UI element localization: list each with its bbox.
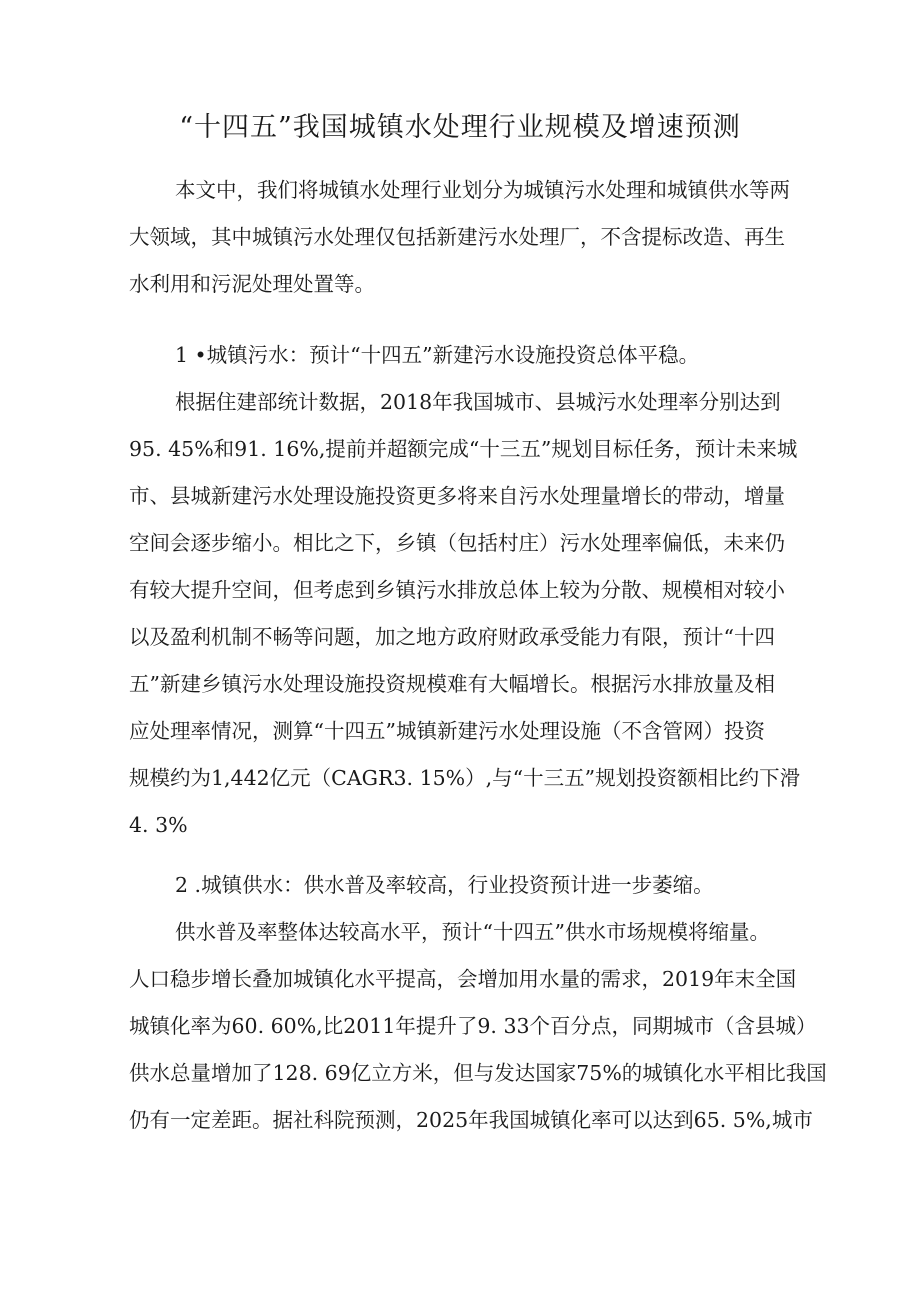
section1-line: 规模约为1,442亿元（CAGR3. 15%）,与“十三五”规划投资额相比约下滑 [129,766,801,790]
section2-line: 仍有一定差距。据社科院预测，2025年我国城镇化率可以达到65. 5%,城市 [129,1108,813,1132]
intro-line: 大领域，其中城镇污水处理仅包括新建污水处理厂，不含提标改造、再生 [129,225,785,249]
section1-line: 有较大提升空间，但考虑到乡镇污水排放总体上较为分散、规模相对较小 [129,578,785,602]
section1-line: 以及盈利机制不畅等问题，加之地方政府财政承受能力有限，预计“十四 [129,625,775,649]
section2-heading: 2 .城镇供水：供水普及率较高，行业投资预计进一步萎缩。 [175,873,714,897]
section2-line: 供水总量增加了128. 69亿立方米，但与发达国家75%的城镇化水平相比我国 [129,1061,827,1085]
section1-line: 市、县城新建污水处理设施投资更多将来自污水处理量增长的带动，增量 [129,484,785,508]
section2-line: 供水普及率整体达较高水平，预计“十四五”供水市场规模将缩量。 [175,920,770,944]
document-title: “十四五”我国城镇水处理行业规模及增速预测 [179,112,741,143]
section1-line: 95. 45%和91. 16%,提前并超额完成“十三五”规划目标任务，预计未来城 [129,437,798,461]
intro-line: 本文中，我们将城镇水处理行业划分为城镇污水处理和城镇供水等两 [175,178,790,202]
section2-line: 人口稳步增长叠加城镇化水平提高，会增加用水量的需求，2019年末全国 [129,967,797,991]
section1-line: 空间会逐步缩小。相比之下，乡镇（包括村庄）污水处理率偏低，未来仍 [129,531,785,555]
section1-heading: 1 •城镇污水：预计“十四五”新建污水设施投资总体平稳。 [175,343,700,367]
section1-line: 根据住建部统计数据，2018年我国城市、县城污水处理率分别达到 [175,390,781,414]
section2-line: 城镇化率为60. 60%,比2011年提升了9. 33个百分点，同期城市（含县城） [129,1014,817,1038]
section1-line: 五”新建乡镇污水处理设施投资规模难有大幅增长。根据污水排放量及相 [129,672,775,696]
section1-line: 应处理率情况，测算“十四五”城镇新建污水处理设施（不含管网）投资 [129,719,765,743]
section1-line: 4. 3% [129,813,188,837]
intro-line: 水利用和污泥处理处置等。 [129,272,375,296]
